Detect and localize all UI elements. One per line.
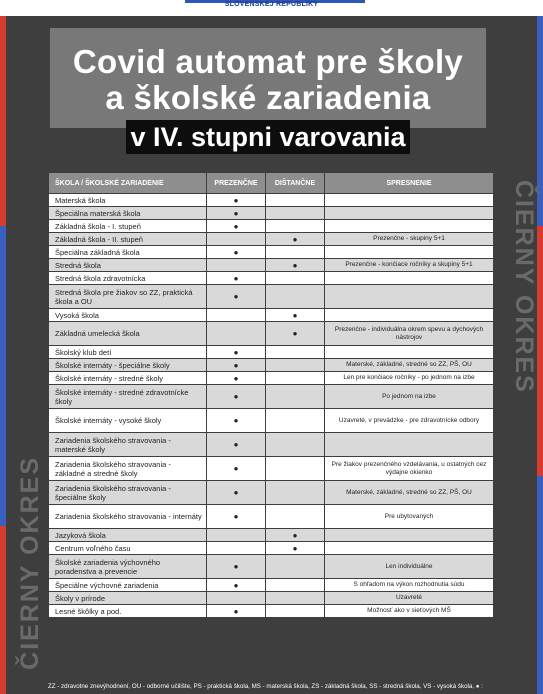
- distancne-cell: [266, 309, 325, 322]
- table-row: [49, 194, 494, 207]
- spresnenie-cell: [325, 194, 494, 207]
- prezencne-cell: [207, 346, 266, 359]
- prezencne-cell: [207, 322, 266, 346]
- bullet-icon: ●: [233, 416, 239, 425]
- right-flag-blue-bottom: [537, 476, 543, 694]
- bullet-icon: ●: [233, 273, 239, 283]
- bullet-icon: ●: [233, 221, 239, 231]
- title-line-1: Covid automat pre školy: [72, 43, 464, 80]
- bullet-icon: ●: [233, 292, 239, 301]
- column-header-distancne: DIŠTANČNE: [266, 173, 325, 194]
- ministry-label: SLOVENSKEJ REPUBLIKY: [224, 1, 319, 8]
- prezencne-cell: [207, 285, 266, 309]
- school-name-cell: Vysoká škola: [49, 309, 207, 322]
- distancne-cell: [266, 322, 325, 346]
- distancne-cell: [266, 555, 325, 579]
- table-row: [49, 207, 494, 220]
- distancne-cell: [266, 207, 325, 220]
- spresnenie-cell: [325, 246, 494, 259]
- legend-footnote: ZZ - zdravotne znevýhodnení, OU - odborné učilište, PŠ - praktická škola, MŠ - materská škola, ZŠ - základná škola, SŠ - stredná škola, VŠ - vysoká škola, ● :: [48, 683, 483, 690]
- table-row: [49, 322, 494, 346]
- school-name-cell: Školské internáty - vysoké školy: [49, 409, 207, 433]
- school-name-cell: Lesné škôlky a pod.: [49, 605, 207, 618]
- distancne-cell: [266, 529, 325, 542]
- spresnenie-cell: Prezenčne - individuálna okrem spevu a dychových nástrojov: [325, 322, 494, 346]
- school-name-cell: Školské internáty - stredné školy: [49, 372, 207, 385]
- school-name-cell: Zariadenia školského stravovania - základné a stredné školy: [49, 457, 207, 481]
- table-row: [49, 246, 494, 259]
- bullet-icon: ●: [233, 606, 239, 616]
- school-name-cell: Zariadenia školského stravovania - internáty: [49, 505, 207, 529]
- bullet-icon: ●: [233, 247, 239, 257]
- spresnenie-cell: Pre žiakov prezenčného vzdelávania, u ostatných cez výdajne okienko: [325, 457, 494, 481]
- table-row: [49, 555, 494, 579]
- spresnenie-cell: Možnosť ako v sieťových MŠ: [325, 605, 494, 618]
- title-line-2: a školské zariadenia: [105, 79, 431, 116]
- table-row: [49, 592, 494, 605]
- school-name-cell: Školy v prírode: [49, 592, 207, 605]
- bullet-icon: ●: [233, 347, 239, 357]
- table-row: [49, 579, 494, 592]
- prezencne-cell: [207, 272, 266, 285]
- school-name-cell: Stredná škola: [49, 259, 207, 272]
- prezencne-cell: [207, 246, 266, 259]
- school-name-cell: Stredná škola pre žiakov so ZZ, praktická škola a OU: [49, 285, 207, 309]
- spresnenie-cell: Po jednom na izbe: [325, 385, 494, 409]
- prezencne-cell: [207, 542, 266, 555]
- school-name-cell: Špeciálna základná škola: [49, 246, 207, 259]
- prezencne-cell: [207, 372, 266, 385]
- column-header-spresnenie: SPRESNENIE: [325, 173, 494, 194]
- spresnenie-cell: Materské, základné, stredné so ZZ, PŠ, OU: [325, 359, 494, 372]
- school-name-cell: Špeciálna materská škola: [49, 207, 207, 220]
- table-row: [49, 259, 494, 272]
- prezencne-cell: [207, 359, 266, 372]
- prezencne-cell: [207, 555, 266, 579]
- schools-table: [48, 172, 494, 618]
- bullet-icon: ●: [292, 260, 298, 270]
- prezencne-cell: [207, 220, 266, 233]
- spresnenie-cell: S ohľadom na výkon rozhodnutia súdu: [325, 579, 494, 592]
- table-row: [49, 542, 494, 555]
- side-label-right: ČIERNY OKRES: [510, 180, 538, 394]
- distancne-cell: [266, 359, 325, 372]
- distancne-cell: [266, 579, 325, 592]
- bullet-icon: ●: [292, 329, 298, 338]
- distancne-cell: [266, 592, 325, 605]
- distancne-cell: [266, 233, 325, 246]
- column-header-school: ŠKOLA / ŠKOLSKÉ ZARIADENIE: [49, 173, 207, 194]
- table-row: [49, 505, 494, 529]
- table-row: [49, 372, 494, 385]
- school-name-cell: Materská škola: [49, 194, 207, 207]
- bullet-icon: ●: [292, 530, 298, 540]
- table-row: [49, 346, 494, 359]
- prezencne-cell: [207, 457, 266, 481]
- spresnenie-cell: [325, 433, 494, 457]
- distancne-cell: [266, 220, 325, 233]
- subtitle-banner: v IV. stupni varovania: [126, 120, 410, 154]
- distancne-cell: [266, 542, 325, 555]
- bullet-icon: ●: [233, 440, 239, 449]
- school-name-cell: Základná umelecká škola: [49, 322, 207, 346]
- prezencne-cell: [207, 259, 266, 272]
- spresnenie-cell: Len individuálne: [325, 555, 494, 579]
- bullet-icon: ●: [233, 580, 239, 590]
- distancne-cell: [266, 194, 325, 207]
- school-name-cell: Školské internáty - špeciálne školy: [49, 359, 207, 372]
- prezencne-cell: [207, 385, 266, 409]
- table-row: [49, 433, 494, 457]
- school-name-cell: Školský klub detí: [49, 346, 207, 359]
- distancne-cell: [266, 246, 325, 259]
- distancne-cell: [266, 605, 325, 618]
- spresnenie-cell: [325, 346, 494, 359]
- prezencne-cell: [207, 579, 266, 592]
- spresnenie-cell: Pre ubytovaných: [325, 505, 494, 529]
- bullet-icon: ●: [292, 310, 298, 320]
- school-name-cell: Jazyková škola: [49, 529, 207, 542]
- distancne-cell: [266, 272, 325, 285]
- school-name-cell: Centrum voľného času: [49, 542, 207, 555]
- table-row: [49, 359, 494, 372]
- distancne-cell: [266, 346, 325, 359]
- bullet-icon: ●: [233, 373, 239, 383]
- prezencne-cell: [207, 605, 266, 618]
- table-row: [49, 385, 494, 409]
- spresnenie-cell: [325, 529, 494, 542]
- spresnenie-cell: Len pre končiace ročníky - po jednom na izbe: [325, 372, 494, 385]
- distancne-cell: [266, 409, 325, 433]
- table-row: [49, 285, 494, 309]
- table-row: [49, 605, 494, 618]
- bullet-icon: ●: [292, 543, 298, 553]
- school-name-cell: Zariadenia školského stravovania - špeciálne školy: [49, 481, 207, 505]
- prezencne-cell: [207, 592, 266, 605]
- spresnenie-cell: Materské, základné, stredné so ZZ, PŠ, OU: [325, 481, 494, 505]
- distancne-cell: [266, 457, 325, 481]
- table-body: [49, 194, 494, 618]
- bullet-icon: ●: [233, 208, 239, 218]
- bullet-icon: ●: [233, 392, 239, 401]
- prezencne-cell: [207, 529, 266, 542]
- distancne-cell: [266, 285, 325, 309]
- prezencne-cell: [207, 207, 266, 220]
- bullet-icon: ●: [292, 234, 298, 244]
- spresnenie-cell: [325, 272, 494, 285]
- side-label-left: ČIERNY OKRES: [16, 456, 44, 670]
- bullet-icon: ●: [233, 360, 239, 370]
- spresnenie-cell: [325, 207, 494, 220]
- school-name-cell: Špeciálne výchovné zariadenia: [49, 579, 207, 592]
- school-name-cell: Školské internáty - stredné zdravotnícke školy: [49, 385, 207, 409]
- prezencne-cell: [207, 481, 266, 505]
- spresnenie-cell: Prezenčne - skupiny 5+1: [325, 233, 494, 246]
- prezencne-cell: [207, 309, 266, 322]
- prezencne-cell: [207, 233, 266, 246]
- table-row: [49, 529, 494, 542]
- bullet-icon: ●: [233, 512, 239, 521]
- prezencne-cell: [207, 194, 266, 207]
- table-row: [49, 457, 494, 481]
- top-strip: [0, 0, 543, 16]
- table-row: [49, 272, 494, 285]
- table-header-row: [49, 173, 494, 194]
- distancne-cell: [266, 433, 325, 457]
- bullet-icon: ●: [233, 488, 239, 497]
- table-row: [49, 233, 494, 246]
- bullet-icon: ●: [233, 562, 239, 571]
- bullet-icon: ●: [233, 464, 239, 473]
- school-name-cell: Zariadenia školského stravovania - materské školy: [49, 433, 207, 457]
- school-name-cell: Základná škola - II. stupeň: [49, 233, 207, 246]
- spresnenie-cell: Uzavreté, v prevádzke - pre zdravotnícke odbory: [325, 409, 494, 433]
- table-row: [49, 409, 494, 433]
- distancne-cell: [266, 372, 325, 385]
- distancne-cell: [266, 505, 325, 529]
- spresnenie-cell: [325, 220, 494, 233]
- table-row: [49, 220, 494, 233]
- distancne-cell: [266, 259, 325, 272]
- spresnenie-cell: [325, 542, 494, 555]
- distancne-cell: [266, 481, 325, 505]
- school-name-cell: Stredná škola zdravotnícka: [49, 272, 207, 285]
- column-header-prezencne: PREZENČNE: [207, 173, 266, 194]
- school-name-cell: Základná škola - I. stupeň: [49, 220, 207, 233]
- table-row: [49, 309, 494, 322]
- spresnenie-cell: Prezenčne - končiace ročníky a skupiny 5+1: [325, 259, 494, 272]
- school-name-cell: Školské zariadenia výchovného poradenstva a prevencie: [49, 555, 207, 579]
- spresnenie-cell: [325, 309, 494, 322]
- spresnenie-cell: [325, 285, 494, 309]
- prezencne-cell: [207, 409, 266, 433]
- prezencne-cell: [207, 505, 266, 529]
- bullet-icon: ●: [233, 195, 239, 205]
- table-row: [49, 481, 494, 505]
- distancne-cell: [266, 385, 325, 409]
- prezencne-cell: [207, 433, 266, 457]
- spresnenie-cell: Uzavreté: [325, 592, 494, 605]
